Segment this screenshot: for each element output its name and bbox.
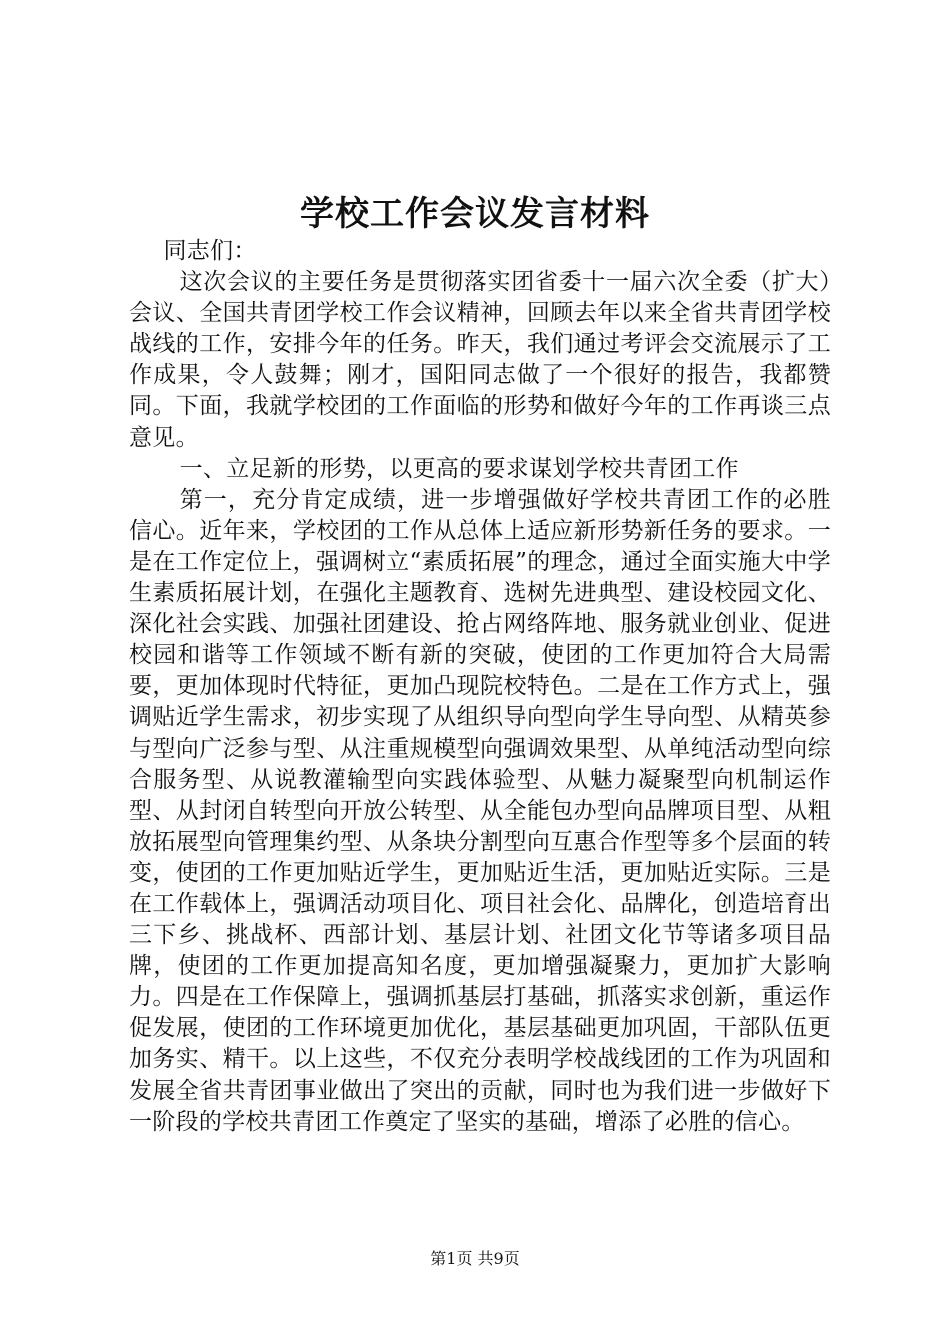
document-title: 学校工作会议发言材料 [300, 194, 650, 234]
section-heading: 一、立足新的形势，以更高的要求谋划学校共青团工作 [179, 455, 739, 482]
page-number-footer: 第1页 共9页 [430, 1249, 520, 1268]
document-body [129, 236, 831, 1138]
salutation: 同志们： [163, 238, 257, 264]
paragraph-first-point: 第一，充分肯定成绩，进一步增强做好学校共青团工作的必胜信心。近年来，学校团的工作从总体上适应新形势新任务的要求。一是在工作定位上，强调树立“素质拓展”的理念，通过全面实施大中学生素质拓展计划，在强化主题教育、选树先进典型、建设校园文化、深化社会实践、加强社团建设、抢占网络阵地、服务就业创业、促进校园和谐等工作领域不断有新的突破，使团的工作更加符合大局需要，更加体现时代特征，更加凸现院校特色。二是在工作方式上，强调贴近学生需求，初步实现了从组织导向型向学生导向型、从精英参与型向广泛参与型、从注重规模型向强调效果型、从单纯活动型向综合服务型、从说教灌输型向实践体验型、从魅力凝聚型向机制运作型、从封闭自转型向开放公转型、从全能包办型向品牌项目型、从粗放拓展型向管理集约型、从条块分割型向互惠合作型等多个层面的转变，使团的工作更加贴近学生，更加贴近生活，更加贴近实际。三是在工作载体上，强调活动项目化、项目社会化、品牌化，创造培育出三下乡、挑战杯、西部计划、基层计划、社团文化节等诸多项目品牌，使团的工作更加提高知名度，更加增强凝聚力，更加扩大影响力。四是在工作保障上，强调抓基层打基础，抓落实求创新，重运作促发展，使团的工作环境更加优化，基层基础更加巩固，干部队伍更加务实、精干。以上这些，不仅充分表明学校战线团的工作为巩固和发展全省共青团事业做出了突出的贡献，同时也为我们进一步做好下一阶段的学校共青团工作奠定了坚实的基础，增添了必胜的信心。 [129, 486, 831, 1135]
paragraph-intro: 这次会议的主要任务是贯彻落实团省委十一届六次全委（扩大）会议、全国共青团学校工作会议精神，回顾去年以来全省共青团学校战线的工作，安排今年的任务。昨天，我们通过考评会交流展示了工作成果，令人鼓舞；刚才，国阳同志做了一个很好的报告，我都赞同。下面，我就学校团的工作面临的形势和做好今年的工作再谈三点意见。 [129, 269, 831, 451]
